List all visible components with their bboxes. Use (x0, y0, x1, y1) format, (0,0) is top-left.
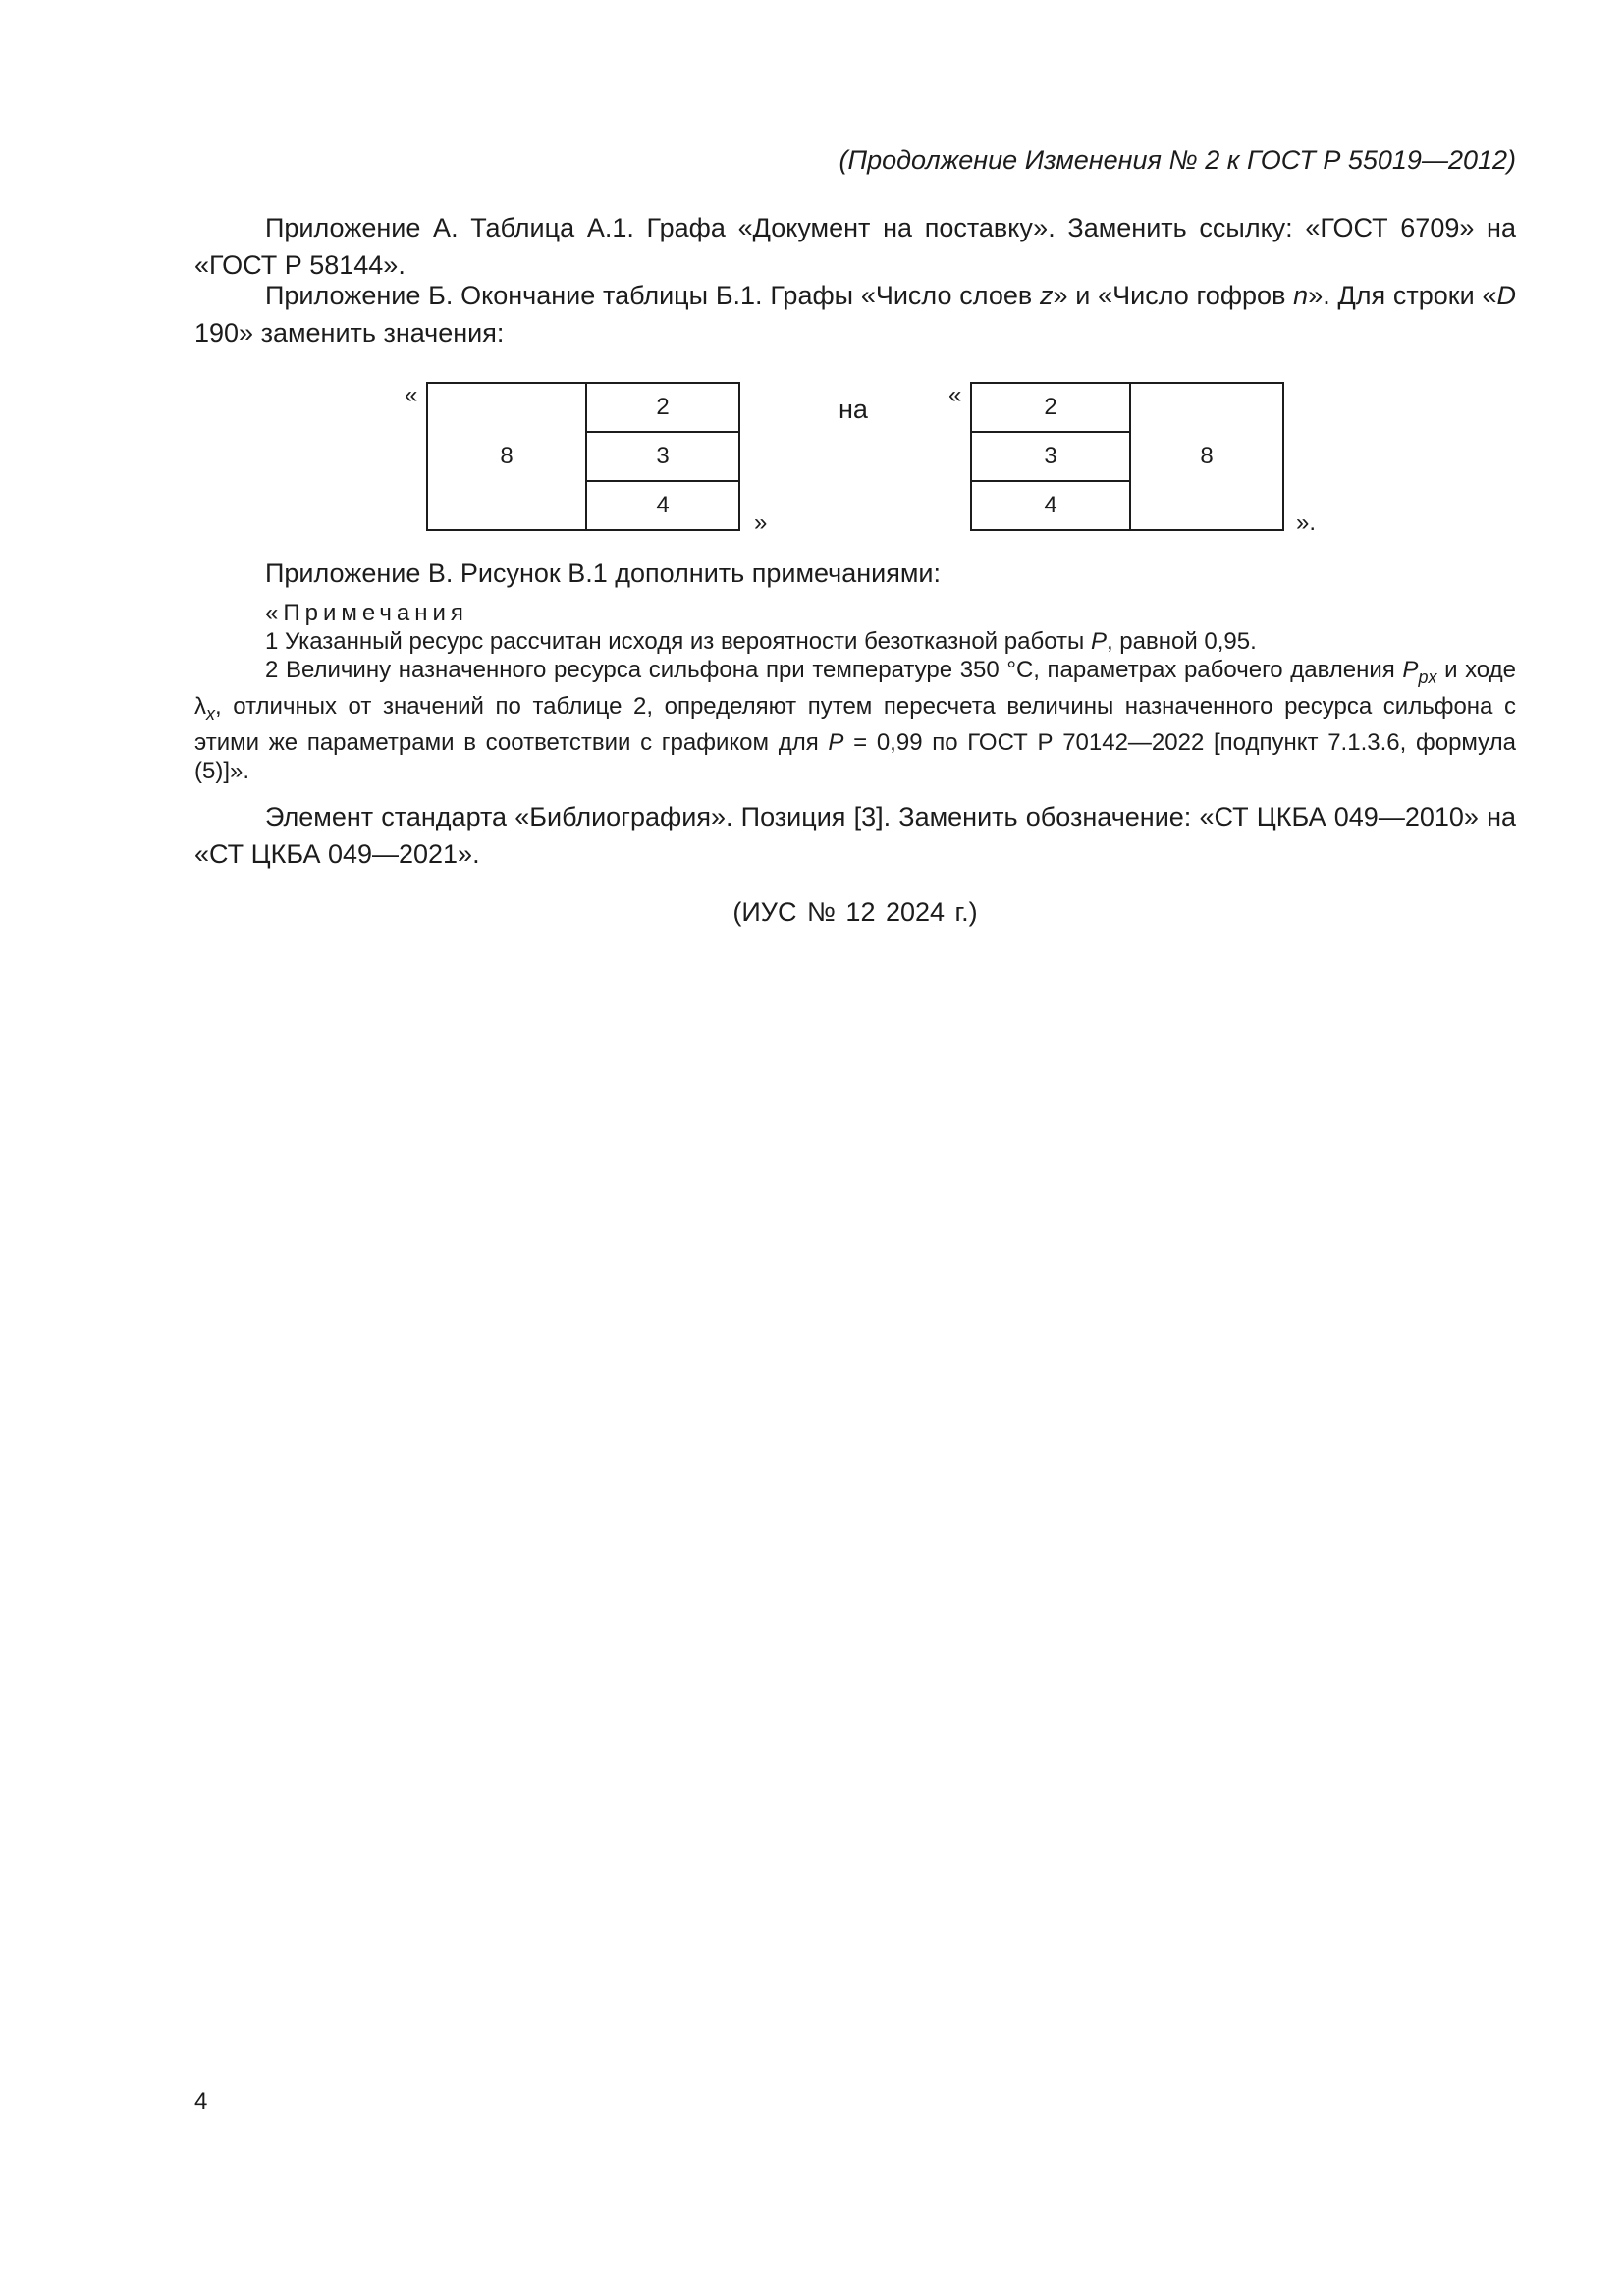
connector-word: на (839, 395, 868, 424)
open-quote-right: « (948, 382, 962, 408)
new-cell-row-3: 4 (971, 481, 1130, 530)
document-page (194, 0, 1516, 2296)
replacement-tables (194, 378, 1516, 535)
note-1: 1 Указанный ресурс рассчитан исходя из вероятности безотказной работы P, равной 0,95. (265, 628, 1257, 655)
paragraph-appendix-b: Приложение Б. Окончание таблицы Б.1. Графы «Число слоев z» и «Число гофров n». Для строки «D 190» заменить значения: (194, 281, 1516, 347)
page-number: 4 (194, 2088, 208, 2114)
new-cell-row-1: 2 (971, 383, 1130, 432)
close-quote-right: ». (1296, 509, 1317, 536)
notes-block (194, 599, 1516, 785)
old-cell-row-1: 2 (586, 383, 739, 432)
old-cell-row-3: 4 (586, 481, 739, 530)
old-values-table (426, 382, 740, 531)
old-cell-row-2: 3 (586, 432, 739, 481)
new-values-table (970, 382, 1284, 531)
old-merged-cell: 8 (427, 383, 586, 530)
note-2: 2 Величину назначенного ресурса сильфона при температуре 350 °С, параметрах рабочего давления $P_{px}$ и ходе $\lambda_x$, отличных от значений по таблице 2, определяют путем пересчета величины назначенного ресурса сильфона с этими же параметрами в соответствии с графиком для P = 0,99 по ГОСТ Р 70142—2022 [подпункт 7.1.3.6, формула (5)]». (194, 657, 1517, 784)
close-quote-left: » (754, 509, 768, 536)
new-merged-cell: 8 (1130, 383, 1283, 530)
running-header: (Продолжение Изменения № 2 к ГОСТ Р 55019—2012) (839, 145, 1516, 175)
new-cell-row-2: 3 (971, 432, 1130, 481)
paragraph-bibliography: Элемент стандарта «Библиография». Позиция [3]. Заменить обозначение: «СТ ЦКБА 049—2010» на «СТ ЦКБА 049—2021». (194, 802, 1516, 869)
paragraph-appendix-a: Приложение А. Таблица А.1. Графа «Документ на поставку». Заменить ссылку: «ГОСТ 6709» на «ГОСТ Р 58144». (194, 213, 1516, 280)
notes-heading: «Примечания (265, 600, 468, 626)
open-quote-left: « (405, 382, 418, 408)
ius-reference: (ИУС № 12 2024 г.) (732, 897, 978, 927)
paragraph-appendix-v: Приложение В. Рисунок В.1 дополнить примечаниями: (265, 559, 941, 588)
